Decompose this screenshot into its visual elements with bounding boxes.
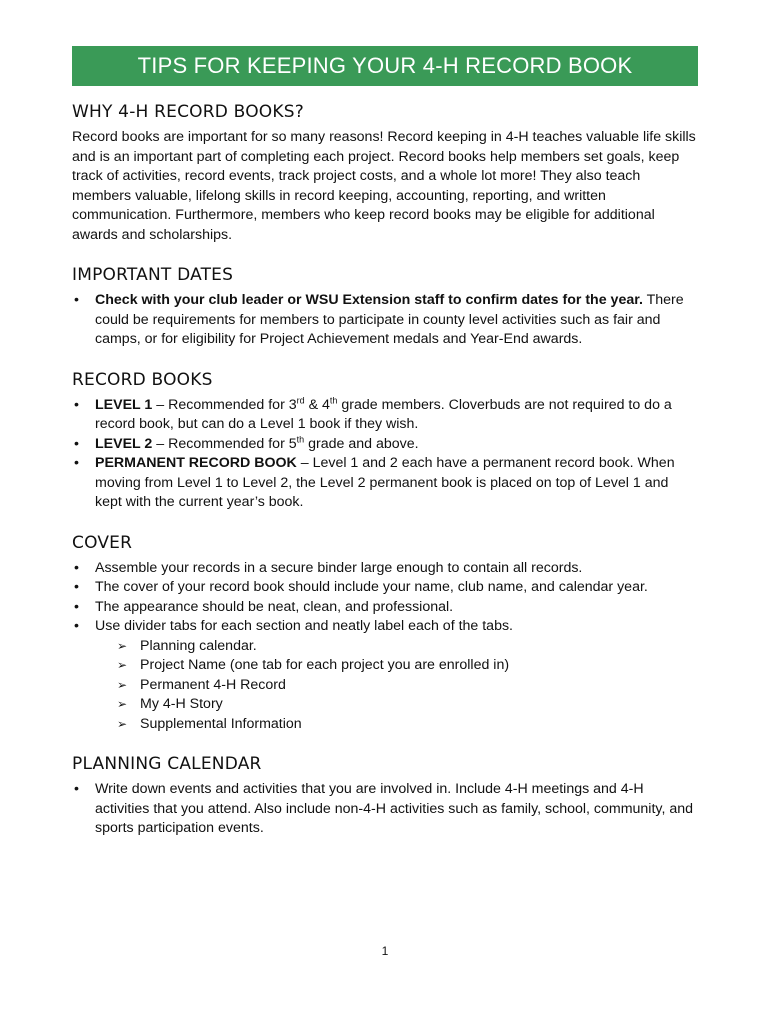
level-1-sup-a: rd [296, 394, 305, 405]
list-item-level-1 [72, 396, 698, 435]
dates-list [72, 291, 698, 350]
list-item: • Use divider tabs for each section and neatly label each of the tabs. [72, 617, 698, 637]
level-1-text-c: grade members. Cloverbuds are not required to do a record book, but can do a Level 1 book if they wish. [95, 396, 672, 432]
list-item: ➢ Project Name (one tab for each project you are enrolled in) [117, 656, 698, 676]
permanent-label: PERMANENT RECORD BOOK [95, 455, 297, 471]
list-item [72, 291, 698, 350]
page-number: 1 [381, 944, 389, 958]
heading-cover: COVER [72, 532, 133, 553]
list-item: • The cover of your record book should include your name, club name, and calendar year. [72, 578, 698, 598]
calendar-list [72, 780, 698, 839]
level-1-sup-b: th [329, 394, 338, 405]
divider-tabs-list [72, 637, 698, 735]
list-item-permanent [72, 454, 698, 513]
permanent-text: – Level 1 and 2 each have a permanent record book. When moving from Level 1 to Level 2, the Level 2 permanent book is placed on top of Level 1 and kept with the current year’s book. [95, 455, 675, 510]
section-planning-calendar [72, 754, 698, 839]
heading-important-dates: IMPORTANT DATES [72, 265, 234, 285]
why-paragraph: Record books are important for so many reasons! Record keeping in 4-H teaches valuable life skills and is an important part of completing each project. Record books help members set goals, keep track of activities, record events, track project costs, and a whole lot more! They also teach members valuable, lifelong skills in record keeping, accounting, reporting, and written communication. Furthermore, members who keep record books may be eligible for additional awards and scholarships. [72, 129, 696, 243]
list-item: • The appearance should be neat, clean, and professional. [72, 598, 698, 618]
level-2-sup: th [296, 433, 305, 444]
level-2-text-a: – Recommended for 5 [152, 435, 297, 452]
list-item: ➢ My 4-H Story [117, 695, 698, 715]
heading-record-books: RECORD BOOKS [72, 369, 213, 390]
record-books-list [72, 396, 698, 513]
level-1-text-b: & 4 [304, 396, 330, 413]
section-cover [72, 533, 698, 735]
section-important-dates [72, 265, 698, 350]
title-banner [72, 46, 698, 86]
heading-why: WHY 4-H RECORD BOOKS? [72, 102, 304, 122]
page-title: TIPS FOR KEEPING YOUR 4-H RECORD BOOK [137, 53, 633, 78]
level-1-text-a: – Recommended for 3 [152, 396, 297, 413]
heading-planning-calendar: PLANNING CALENDAR [72, 754, 262, 774]
level-2-label: LEVEL 2 [95, 435, 153, 452]
list-item: ➢ Supplemental Information [117, 715, 698, 735]
list-item: ➢ Planning calendar. [117, 637, 698, 657]
dates-bold-text: Check with your club leader or WSU Extension staff to confirm dates for the year. [95, 292, 643, 308]
document-page [72, 46, 698, 839]
list-item-level-2 [72, 435, 698, 455]
dates-text: There could be requirements for members to participate in county level activities such as fair and camps, or for eligibility for Project Achievement medals and Year-End awards. [95, 292, 684, 347]
section-record-books [72, 370, 698, 513]
list-item: • Write down events and activities that you are involved in. Include 4-H meetings and 4-H activities that you attend. Also include non-4-H activities such as family, school, community, and sports participation events. [72, 780, 698, 839]
section-why [72, 102, 698, 245]
list-item: • Assemble your records in a secure binder large enough to contain all records. [72, 559, 698, 579]
level-1-label: LEVEL 1 [95, 396, 153, 413]
level-2-text-b: grade and above. [304, 435, 419, 452]
cover-list [72, 559, 698, 637]
list-item: ➢ Permanent 4-H Record [117, 676, 698, 696]
